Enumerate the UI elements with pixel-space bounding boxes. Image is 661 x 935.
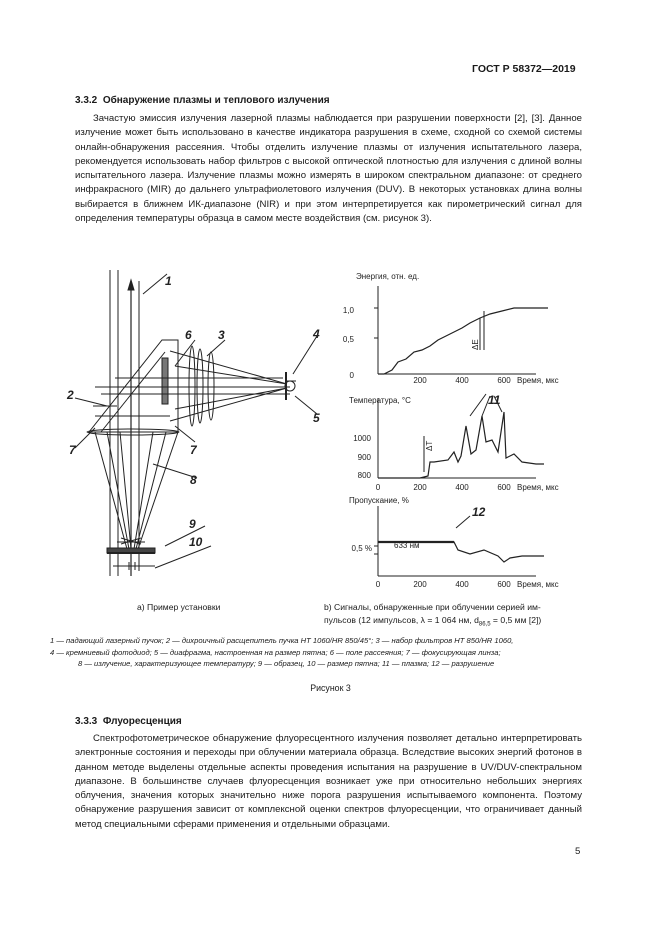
setup-diagram: [55, 266, 335, 586]
trans-xtick: 200: [413, 580, 427, 589]
trans-ylabel: Пропускание, %: [349, 496, 409, 505]
label-6: 6: [185, 328, 192, 342]
section-332-heading: [75, 95, 330, 106]
energy-ytick: 0: [349, 371, 354, 380]
temp-xtick: 0: [375, 483, 381, 492]
trans-xtick: 400: [455, 580, 469, 589]
energy-ytick: 0,5: [342, 335, 354, 344]
temp-xtick: 200: [413, 483, 427, 492]
temp-ylabel: Температура, °С: [349, 396, 411, 405]
label-2: 2: [67, 388, 74, 402]
caption-b-line3: = 0,5 мм [2]): [490, 614, 542, 625]
temp-ytick: 1000: [353, 434, 371, 443]
energy-ytick: 1,0: [342, 306, 354, 315]
signal-charts: [336, 266, 582, 596]
temp-xlabel: Время, мкс: [517, 483, 559, 492]
temp-ytick: 800: [357, 471, 371, 480]
label-8: 8: [190, 473, 197, 487]
document-id: ГОСТ Р 58372—2019: [472, 63, 576, 75]
figure-legend: [50, 635, 586, 670]
energy-ylabel: Энергия, отн. ед.: [356, 272, 420, 281]
page-number: 5: [575, 846, 581, 857]
trans-line-label: 633 нм: [394, 541, 420, 550]
figure-title: Рисунок 3: [310, 683, 351, 693]
label-4: 4: [313, 327, 320, 341]
label-7-right: 7: [190, 443, 197, 457]
legend-line-1: 1 — падающий лазерный пучок; 2 — дихроичный расщепитель пучка HT 1060/HR 850/45°; 3 — набор фильтров HT 850/HR 1060,: [50, 636, 514, 645]
temp-ytick: 900: [357, 453, 371, 462]
label-10: 10: [189, 535, 203, 549]
legend-line-2: 4 — кремниевый фотодиод; 5 — диафрагма, настроенная на размер пятна; 6 — поле рассеяния; 7 — фокусирующая линза;: [50, 647, 501, 657]
temp-delta: ΔT: [425, 440, 434, 451]
section-title: Флуоресценция: [102, 716, 182, 727]
label-11: 11: [488, 393, 501, 407]
caption-b-line2: пульсов (12 импульсов, λ = 1 064 нм, d: [324, 614, 479, 625]
energy-xtick: 600: [497, 376, 511, 385]
legend-line-3: 8 — излучение, характеризующее температуру; 9 — образец, 10 — размер пятна; 11 — плазма; 12 — разрушение: [78, 659, 495, 668]
caption-b: [324, 601, 586, 631]
label-7-left: 7: [69, 443, 76, 457]
caption-b-subscript: 86,5: [478, 621, 491, 628]
trans-axis-note: 0,5 %: [351, 544, 372, 553]
label-1: 1: [165, 274, 172, 288]
section-number: 3.3.2: [75, 95, 98, 106]
section-332-paragraph: Зачастую эмиссия излучения лазерной плазмы наблюдается при разрушении поверхности [2], [3]. Данное излучение может быть использовано в качестве индикатора разрушения в схеме, сходной со схемой системы онлайн-обнаружения рассеяния. Чтобы отделить излучение плазмы от излучения испытательного лазера, рекомендуется использовать набор фильтров с высокой оптической плотностью для излучения с длиной волны испытательного лазера. Излучение плазмы можно измерять в широком спектральном диапазоне: от среднего инфракрасного (MIR) до дальнего ультрафиолетового излучения (DUV). В некоторых установках длина волны выбирается в ближнем ИК-диапазоне (NIR) и при этом интерпретируется как пирометрический сигнал для определения температуры образца в самом месте воздействия (см. рисунок 3).: [75, 113, 582, 225]
label-9: 9: [189, 517, 196, 531]
trans-xlabel: Время, мкс: [517, 580, 559, 589]
energy-xlabel: Время, мкс: [517, 376, 559, 385]
temp-xtick: 400: [455, 483, 469, 492]
caption-a: а) Пример установки: [137, 602, 221, 612]
energy-delta: ΔE: [471, 339, 480, 350]
energy-xtick: 200: [413, 376, 427, 385]
caption-b-line1: b) Сигналы, обнаруженные при облучении серией им-: [324, 602, 541, 612]
section-number: 3.3.3: [75, 716, 98, 727]
section-333-heading: [75, 716, 182, 727]
temp-xtick: 600: [497, 483, 511, 492]
trans-xtick: 0: [375, 580, 381, 589]
label-12: 12: [472, 505, 486, 519]
section-title: Обнаружение плазмы и теплового излучения: [102, 95, 330, 106]
section-333-paragraph: Спектрофотометрическое обнаружение флуоресцентного излучения позволяет детально интерпретировать электронные состояния и переходы при облучении материала образца. Вследствие высоких энергий фотонов в данном методе выделены отдельные аспекты проведения испытания на разрушение в UV/DUV-спектральном диапазоне. В большинстве случаев флуоресценция возникает уже при относительно небольших энергиях облучения, значения которых значительно ниже порога разрушения испытываемого компонента. Поэтому обнаружение разрушения зависит от комплексной оценки спектров флуоресценции, что ограничивает данный метод специальными сферами применения и отдельными образцами.: [75, 733, 582, 830]
label-3: 3: [218, 328, 225, 342]
trans-xtick: 600: [497, 580, 511, 589]
label-5: 5: [313, 411, 320, 425]
energy-xtick: 400: [455, 376, 469, 385]
